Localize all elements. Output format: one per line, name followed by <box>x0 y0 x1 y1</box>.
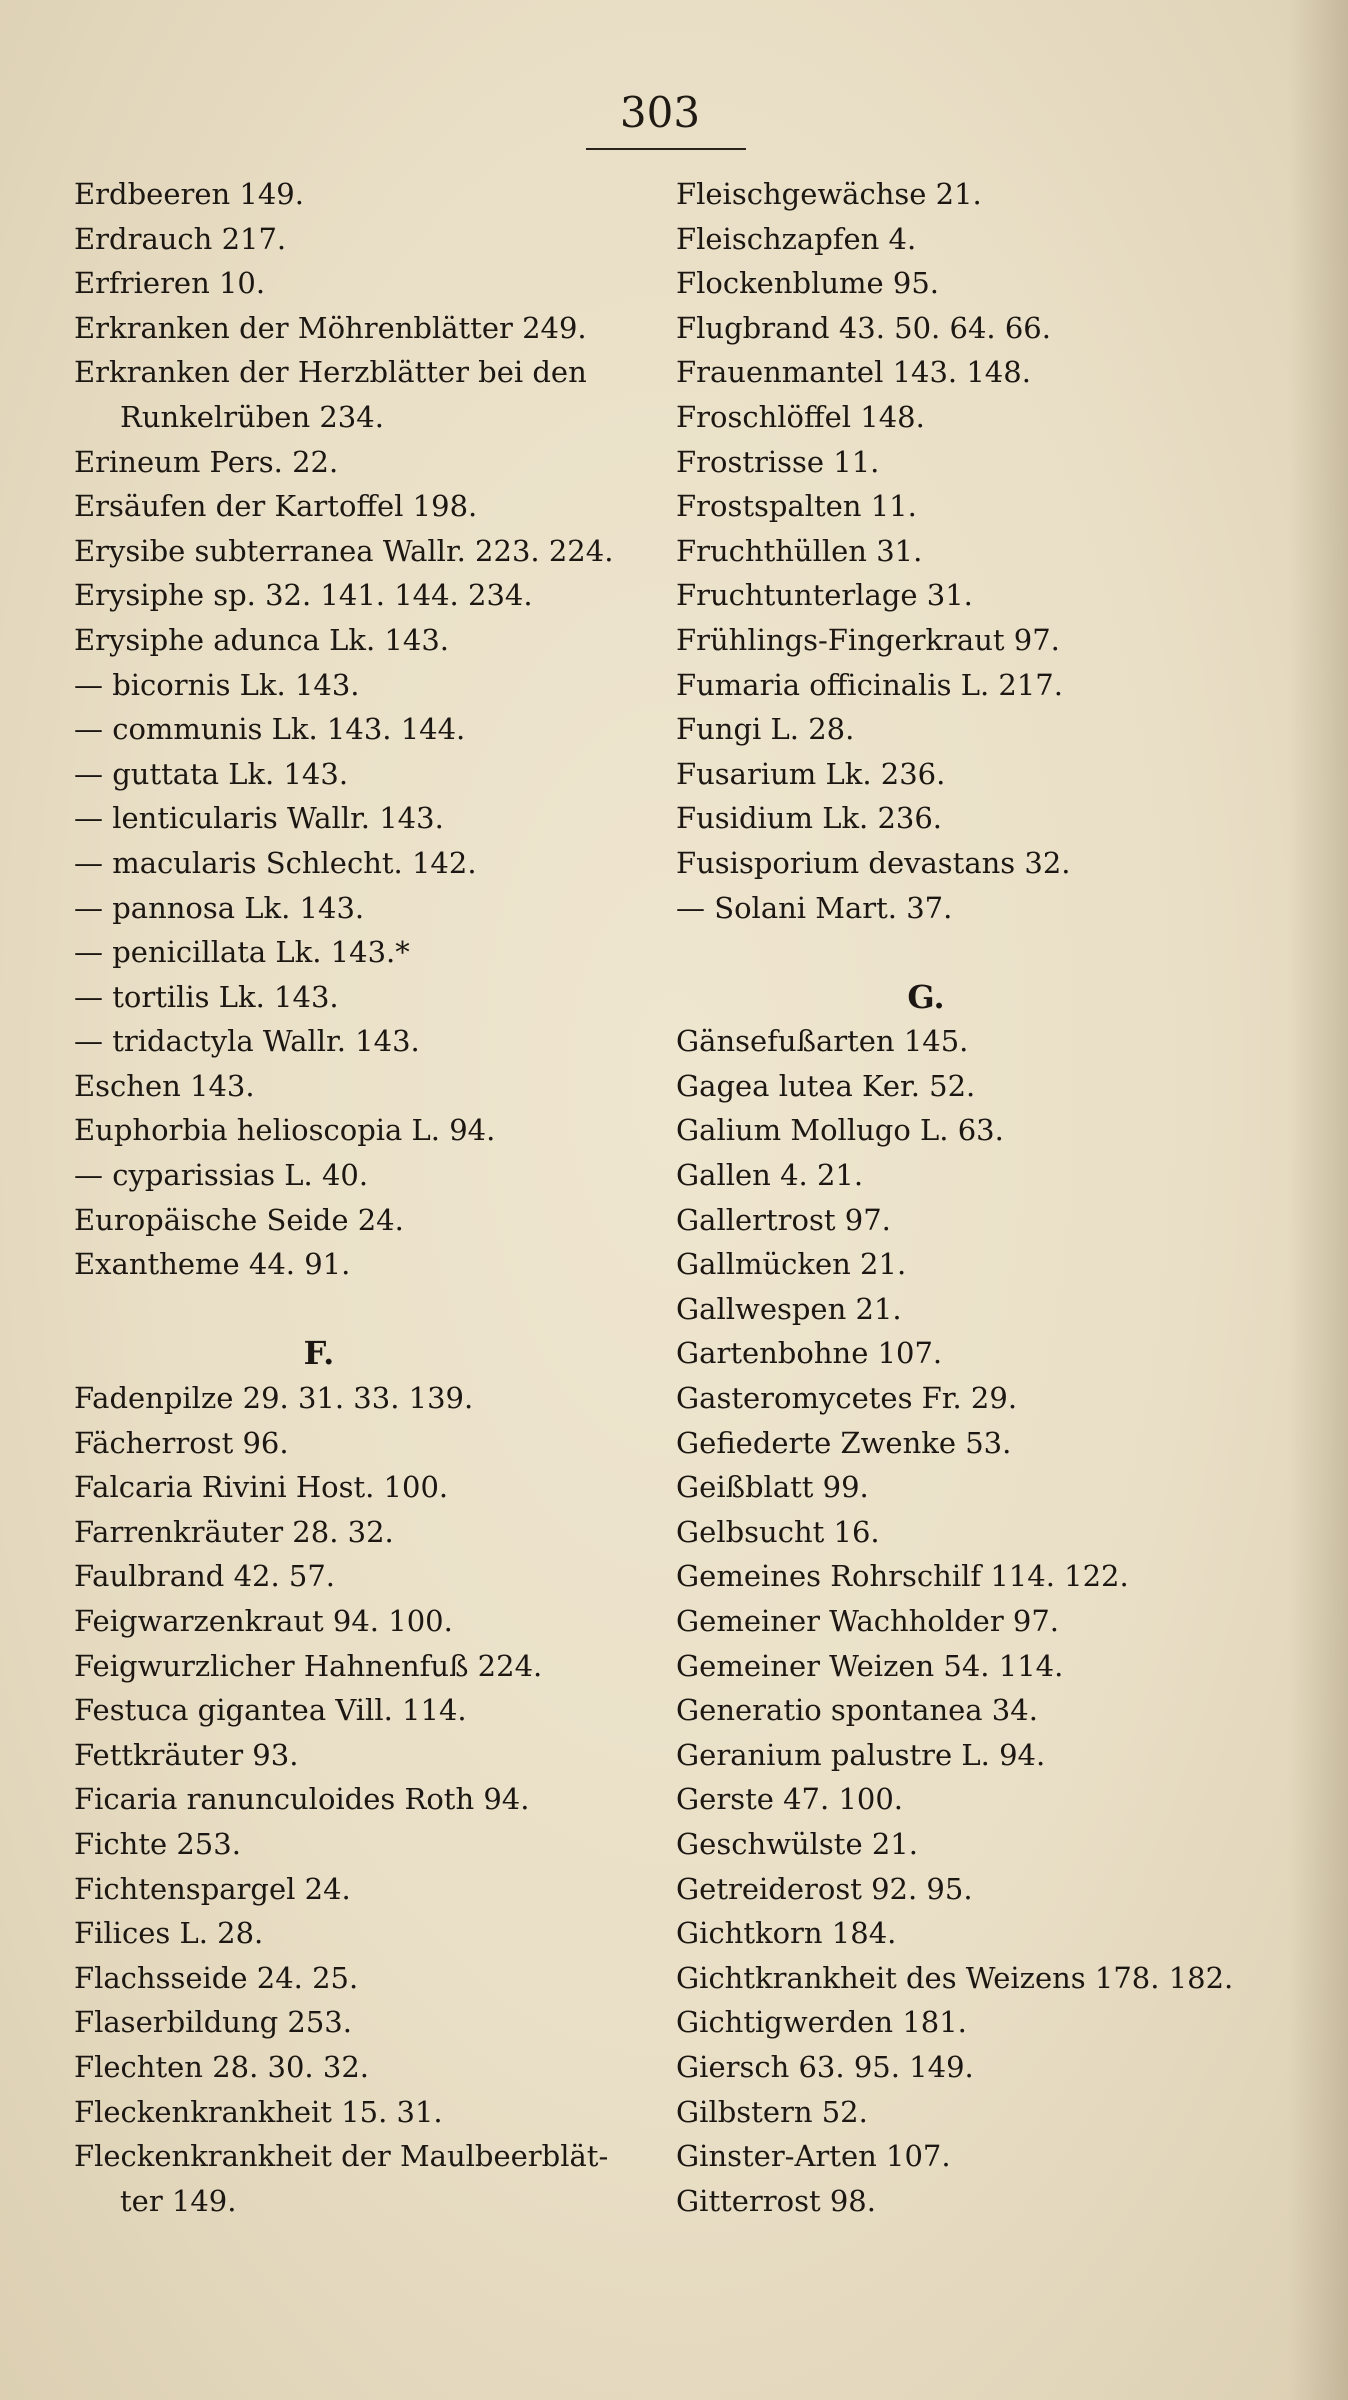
section-letter-heading: G. <box>907 977 945 1016</box>
index-entry: Erdrauch 217. <box>74 221 287 256</box>
index-entry: Galium Mollugo L. 63. <box>676 1113 1004 1148</box>
index-entry: Flaserbildung 253. <box>74 2005 352 2040</box>
index-entry: Frühlings-Fingerkraut 97. <box>676 622 1060 657</box>
index-entry: — guttata Lk. 143. <box>74 756 349 791</box>
index-entry: Fusarium Lk. 236. <box>676 756 946 791</box>
index-entry: Gilbstern 52. <box>676 2094 868 2129</box>
index-spacer <box>676 930 1276 975</box>
index-entry: Europäische Seide 24. <box>74 1202 404 1237</box>
index-entry: — bicornis Lk. 143. <box>74 667 360 702</box>
index-entry: Fruchthüllen 31. <box>676 533 923 568</box>
index-entry: — communis Lk. 143. 144. <box>74 712 466 747</box>
index-entry: Frostrisse 11. <box>676 444 880 479</box>
index-entry: Erysiphe sp. 32. 141. 144. 234. <box>74 578 533 613</box>
index-entry: Gemeiner Weizen 54. 114. <box>676 1648 1064 1683</box>
index-entry: Erdbeeren 149. <box>74 177 304 211</box>
index-entry: Fungi L. 28. <box>676 712 855 747</box>
index-entry: Gallwespen 21. <box>676 1291 902 1326</box>
section-letter-heading: F. <box>303 1334 335 1373</box>
index-entry: Getreiderost 92. 95. <box>676 1871 973 1906</box>
index-entry: Euphorbia helioscopia L. 94. <box>74 1113 496 1148</box>
index-entry: Fusisporium devastans 32. <box>676 845 1071 880</box>
index-entry: Gallmücken 21. <box>676 1247 907 1282</box>
index-entry: Gartenbohne 107. <box>676 1336 943 1371</box>
index-entry: Geschwülste 21. <box>676 1826 918 1861</box>
index-entry: Ersäufen der Kartoffel 198. <box>74 489 478 524</box>
index-entry: Fusidium Lk. 236. <box>676 801 943 836</box>
index-entry: Fichtenspargel 24. <box>74 1871 351 1906</box>
index-entry: — pannosa Lk. 143. <box>74 890 365 925</box>
index-entry: Fleckenkrankheit 15. 31. <box>74 2094 443 2129</box>
index-entry: Flachsseide 24. 25. <box>74 1960 359 1995</box>
index-entry: Erysibe subterranea Wallr. 223. 224. <box>74 533 614 568</box>
index-entry: Fumaria officinalis L. 217. <box>676 667 1063 702</box>
index-entry: Ficaria ranunculoides Roth 94. <box>74 1782 530 1817</box>
index-entry: Gasteromycetes Fr. 29. <box>676 1381 1018 1416</box>
index-entry: Filices L. 28. <box>74 1916 264 1951</box>
index-entry <box>74 350 654 439</box>
index-entry: — macularis Schlecht. 142. <box>74 845 477 880</box>
index-entry: Faulbrand 42. 57. <box>74 1559 336 1594</box>
index-entry-continuation: Runkelrüben 234. <box>120 399 384 434</box>
index-entry: Froschlöffel 148. <box>676 399 925 434</box>
index-entry: Giersch 63. 95. 149. <box>676 2049 974 2084</box>
index-entry: — lenticularis Wallr. 143. <box>74 801 444 836</box>
index-entry: Gänsefußarten 145. <box>676 1024 969 1059</box>
index-entry: Gichtigwerden 181. <box>676 2005 967 2040</box>
index-entry: Geißblatt 99. <box>676 1470 869 1505</box>
index-entry: Gitterrost 98. <box>676 2183 876 2218</box>
index-entry: Flugbrand 43. 50. 64. 66. <box>676 310 1051 345</box>
index-entry: Gichtkrankheit des Weizens 178. 182. <box>676 1960 1234 1995</box>
index-entry: — tridactyla Wallr. 143. <box>74 1024 420 1059</box>
index-entry: Gemeiner Wachholder 97. <box>676 1604 1060 1638</box>
index-entry: Gerste 47. 100. <box>676 1782 904 1817</box>
page-edge-shadow <box>1288 0 1348 2400</box>
index-entry: Geranium palustre L. 94. <box>676 1737 1046 1772</box>
index-entry: — tortilis Lk. 143. <box>74 979 339 1014</box>
index-entry: Frostspalten 11. <box>676 489 917 524</box>
index-entry: Flechten 28. 30. 32. <box>74 2049 369 2084</box>
index-entry-continuation: ter 149. <box>120 2183 237 2218</box>
index-entry: Erysiphe adunca Lk. 143. <box>74 622 449 657</box>
index-entry: Ginster-Arten 107. <box>676 2139 951 2174</box>
index-entry: Erkranken der Möhrenblätter 249. <box>74 310 587 345</box>
index-entry-text: Erkranken der Herzblätter bei den <box>74 355 587 390</box>
index-entry: — cyparissias L. 40. <box>74 1158 369 1193</box>
index-column-right <box>676 172 1276 2223</box>
index-entry: Erfrieren 10. <box>74 266 266 301</box>
index-entry: Frauenmantel 143. 148. <box>676 355 1031 390</box>
index-entry: Farrenkräuter 28. 32. <box>74 1514 394 1549</box>
index-entry: Fächerrost 96. <box>74 1425 289 1460</box>
index-entry: Erineum Pers. 22. <box>74 444 339 479</box>
index-entry: Fettkräuter 93. <box>74 1737 299 1772</box>
index-entry: Gallertrost 97. <box>676 1202 891 1237</box>
header-rule <box>586 148 746 150</box>
index-column-left <box>74 172 654 2223</box>
index-entry: — penicillata Lk. 143.* <box>74 935 410 970</box>
index-entry-text: Fleckenkrankheit der Maulbeerblät- <box>74 2139 609 2174</box>
index-entry: Gemeines Rohrschilf 114. 122. <box>676 1559 1129 1594</box>
index-entry: Eschen 143. <box>74 1068 255 1103</box>
index-entry: Feigwarzenkraut 94. 100. <box>74 1604 453 1638</box>
index-entry: Exantheme 44. 91. <box>74 1247 351 1282</box>
index-entry: Fadenpilze 29. 31. 33. 139. <box>74 1381 474 1416</box>
page-number: 303 <box>619 88 701 137</box>
index-spacer <box>74 1287 654 1332</box>
index-entry: Gallen 4. 21. <box>676 1158 864 1193</box>
index-entry: Fruchtunterlage 31. <box>676 578 973 613</box>
index-entry: Gelbsucht 16. <box>676 1514 880 1549</box>
index-entry: Flockenblume 95. <box>676 266 940 301</box>
index-entry: Falcaria Rivini Host. 100. <box>74 1470 449 1505</box>
index-entry: Gichtkorn 184. <box>676 1916 897 1951</box>
index-entry: Fleischzapfen 4. <box>676 221 917 256</box>
index-entry: — Solani Mart. 37. <box>676 890 953 925</box>
index-entry: Fleischgewächse 21. <box>676 177 982 211</box>
index-entry: Gagea lutea Ker. 52. <box>676 1068 976 1103</box>
index-entry: Gefiederte Zwenke 53. <box>676 1425 1012 1460</box>
index-entry: Festuca gigantea Vill. 114. <box>74 1693 467 1728</box>
index-entry: Fichte 253. <box>74 1826 241 1861</box>
index-entry: Feigwurzlicher Hahnenfuß 224. <box>74 1648 543 1683</box>
index-entry <box>74 2134 654 2223</box>
index-entry: Generatio spontanea 34. <box>676 1693 1038 1728</box>
